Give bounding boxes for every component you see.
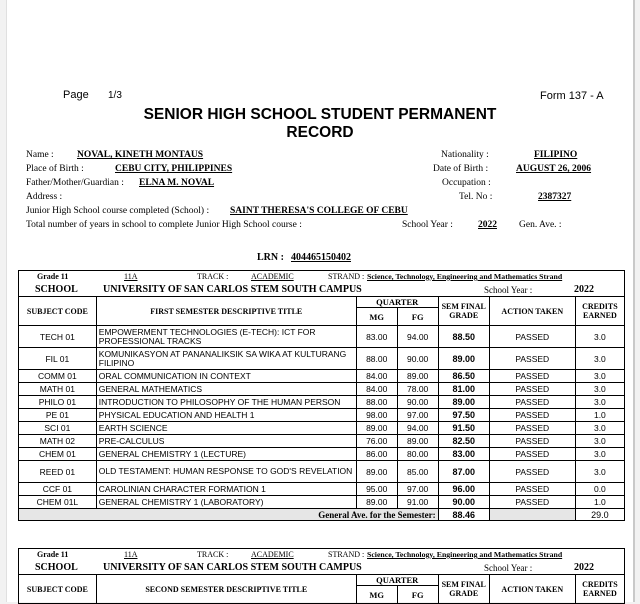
midterm-grade: 89.00: [356, 422, 397, 435]
subject-code: SCI 01: [19, 422, 97, 435]
grade-level: Grade 11: [37, 272, 69, 281]
subject-row: [19, 422, 625, 435]
track-value: ACADEMIC: [251, 272, 294, 281]
school-name: UNIVERSITY OF SAN CARLOS STEM SOUTH CAMPUS: [103, 284, 362, 295]
col-subject-code: SUBJECT CODE: [19, 297, 97, 326]
address-label: Address :: [26, 192, 63, 202]
sem-final-grade: 97.50: [438, 409, 489, 422]
subject-title: EMPOWERMENT TECHNOLOGIES (E-TECH): ICT FOR PROFESSIONAL TRACKS: [96, 326, 356, 348]
pob-value: CEBU CITY, PHILIPPINES: [115, 164, 233, 174]
subject-title: EARTH SCIENCE: [96, 422, 356, 435]
strand-label: STRAND :: [328, 550, 365, 559]
subject-row: [19, 461, 625, 483]
col-credits-earned: CREDITS EARNED: [575, 575, 624, 604]
credits-earned: 1.0: [575, 496, 624, 509]
midterm-grade: 76.00: [356, 435, 397, 448]
sem-final-grade: 81.00: [438, 383, 489, 396]
pob-label: Place of Birth :: [26, 164, 84, 174]
col-quarter: QUARTER: [356, 297, 438, 308]
years-label: Total number of years in school to complete Junior High School course :: [26, 220, 302, 230]
subject-title: GENERAL CHEMISTRY 1 (LECTURE): [96, 448, 356, 461]
track-label: TRACK :: [197, 272, 229, 281]
col-descriptive-title: SECOND SEMESTER DESCRIPTIVE TITLE: [96, 575, 356, 604]
strand-value: Science, Technology, Engineering and Mathematics Strand: [367, 272, 563, 281]
jhs-label: Junior High School course completed (School) :: [26, 206, 210, 216]
sem-final-grade: 89.00: [438, 348, 489, 370]
col-fg: FG: [397, 308, 438, 326]
school-year-value: 2022: [574, 284, 594, 295]
midterm-grade: 84.00: [356, 370, 397, 383]
col-credits-earned: CREDITS EARNED: [575, 297, 624, 326]
guardian-value: ELNA M. NOVAL: [139, 178, 215, 188]
subject-code: TECH 01: [19, 326, 97, 348]
semester-info-row: [19, 271, 625, 284]
final-quarter-grade: 85.00: [397, 461, 438, 483]
final-quarter-grade: 80.00: [397, 448, 438, 461]
name-label: Name :: [26, 150, 54, 160]
col-mg: MG: [356, 586, 397, 604]
second-semester-table: [18, 548, 625, 604]
credits-earned: 3.0: [575, 448, 624, 461]
general-average-row: [19, 509, 625, 521]
subject-row: [19, 326, 625, 348]
document-title-line1: SENIOR HIGH SCHOOL STUDENT PERMANENT: [143, 106, 497, 123]
subject-row: [19, 409, 625, 422]
midterm-grade: 98.00: [356, 409, 397, 422]
subject-code: COMM 01: [19, 370, 97, 383]
subject-row: [19, 483, 625, 496]
action-taken: PASSED: [489, 461, 575, 483]
section: 11A: [124, 550, 138, 559]
general-average-spacer: [489, 509, 575, 521]
grade-level: Grade 11: [37, 550, 69, 559]
school-year-value: 2022: [574, 562, 594, 573]
midterm-grade: 88.00: [356, 396, 397, 409]
semester-info-row: [19, 549, 625, 562]
credits-earned: 3.0: [575, 396, 624, 409]
credits-earned: 3.0: [575, 348, 624, 370]
midterm-grade: 84.00: [356, 383, 397, 396]
subject-code: PHILO 01: [19, 396, 97, 409]
header-row-1: [19, 297, 625, 308]
dob-value: AUGUST 26, 2006: [516, 164, 592, 174]
subject-row: [19, 448, 625, 461]
final-quarter-grade: 97.00: [397, 409, 438, 422]
school-year-label: School Year :: [484, 285, 533, 295]
action-taken: PASSED: [489, 435, 575, 448]
col-mg: MG: [356, 308, 397, 326]
tel-label: Tel. No :: [459, 192, 493, 202]
school-label: SCHOOL: [35, 284, 78, 295]
action-taken: PASSED: [489, 370, 575, 383]
subject-code: CHEM 01: [19, 448, 97, 461]
midterm-grade: 89.00: [356, 461, 397, 483]
subject-title: ORAL COMMUNICATION IN CONTEXT: [96, 370, 356, 383]
action-taken: PASSED: [489, 409, 575, 422]
header-row-1: [19, 575, 625, 586]
subject-code: FIL 01: [19, 348, 97, 370]
action-taken: PASSED: [489, 422, 575, 435]
strand-label: STRAND :: [328, 272, 365, 281]
subject-code: MATH 01: [19, 383, 97, 396]
action-taken: PASSED: [489, 483, 575, 496]
dob-label: Date of Birth :: [433, 164, 489, 174]
final-quarter-grade: 97.00: [397, 483, 438, 496]
action-taken: PASSED: [489, 448, 575, 461]
subject-code: REED 01: [19, 461, 97, 483]
subject-title: PRE-CALCULUS: [96, 435, 356, 448]
occupation-label: Occupation :: [442, 178, 491, 188]
subject-title: PHYSICAL EDUCATION AND HEALTH 1: [96, 409, 356, 422]
subject-title: KOMUNIKASYON AT PANANALIKSIK SA WIKA AT KULTURANG FILIPINO: [96, 348, 356, 370]
subject-code: MATH 02: [19, 435, 97, 448]
col-quarter: QUARTER: [356, 575, 438, 586]
general-average-value: 88.46: [438, 509, 489, 521]
col-sem-final-grade: SEM FINAL GRADE: [438, 297, 489, 326]
school-year-label: School Year :: [402, 220, 453, 230]
guardian-label: Father/Mother/Guardian :: [26, 178, 124, 188]
subject-code: CCF 01: [19, 483, 97, 496]
subject-row: [19, 383, 625, 396]
col-subject-code: SUBJECT CODE: [19, 575, 97, 604]
final-quarter-grade: 89.00: [397, 370, 438, 383]
page-number: 1/3: [108, 90, 122, 101]
midterm-grade: 86.00: [356, 448, 397, 461]
col-action-taken: ACTION TAKEN: [489, 575, 575, 604]
final-quarter-grade: 89.00: [397, 435, 438, 448]
form-number: Form 137 - A: [540, 90, 604, 102]
final-quarter-grade: 94.00: [397, 326, 438, 348]
school-row: [19, 283, 625, 297]
strand-value: Science, Technology, Engineering and Mathematics Strand: [367, 550, 563, 559]
page-label: Page: [63, 89, 89, 101]
sem-final-grade: 89.00: [438, 396, 489, 409]
subject-title: CAROLINIAN CHARACTER FORMATION 1: [96, 483, 356, 496]
final-quarter-grade: 90.00: [397, 396, 438, 409]
col-fg: FG: [397, 586, 438, 604]
school-year-label: School Year :: [484, 563, 533, 573]
subject-title: GENERAL CHEMISTRY 1 (LABORATORY): [96, 496, 356, 509]
subject-row: [19, 396, 625, 409]
section: 11A: [124, 272, 138, 281]
credits-earned: 0.0: [575, 483, 624, 496]
school-year-value: 2022: [478, 220, 497, 230]
subject-title: INTRODUCTION TO PHILOSOPHY OF THE HUMAN PERSON: [96, 396, 356, 409]
general-average-label: General Ave. for the Semester:: [19, 509, 439, 521]
final-quarter-grade: 78.00: [397, 383, 438, 396]
col-descriptive-title: FIRST SEMESTER DESCRIPTIVE TITLE: [96, 297, 356, 326]
action-taken: PASSED: [489, 326, 575, 348]
jhs-value: SAINT THERESA'S COLLEGE OF CEBU: [230, 206, 408, 216]
track-label: TRACK :: [197, 550, 229, 559]
midterm-grade: 83.00: [356, 326, 397, 348]
tel-value: 2387327: [538, 192, 572, 202]
final-quarter-grade: 90.00: [397, 348, 438, 370]
action-taken: PASSED: [489, 496, 575, 509]
subject-code: CHEM 01L: [19, 496, 97, 509]
student-name: NOVAL, KINETH MONTAUS: [77, 150, 204, 160]
credits-earned: 3.0: [575, 326, 624, 348]
action-taken: PASSED: [489, 383, 575, 396]
sem-final-grade: 82.50: [438, 435, 489, 448]
document-title-line2: RECORD: [286, 124, 354, 141]
subject-row: [19, 348, 625, 370]
subject-row: [19, 435, 625, 448]
first-semester-table: [18, 270, 625, 521]
col-action-taken: ACTION TAKEN: [489, 297, 575, 326]
midterm-grade: 88.00: [356, 348, 397, 370]
subject-row: [19, 496, 625, 509]
subject-code: PE 01: [19, 409, 97, 422]
sem-final-grade: 90.00: [438, 496, 489, 509]
school-name: UNIVERSITY OF SAN CARLOS STEM SOUTH CAMPUS: [103, 562, 362, 573]
final-quarter-grade: 91.00: [397, 496, 438, 509]
credits-earned: 3.0: [575, 370, 624, 383]
subject-title: GENERAL MATHEMATICS: [96, 383, 356, 396]
track-value: ACADEMIC: [251, 550, 294, 559]
credits-earned: 3.0: [575, 461, 624, 483]
credits-earned: 3.0: [575, 383, 624, 396]
action-taken: PASSED: [489, 396, 575, 409]
credits-earned: 1.0: [575, 409, 624, 422]
col-sem-final-grade: SEM FINAL GRADE: [438, 575, 489, 604]
sem-final-grade: 91.50: [438, 422, 489, 435]
nationality-label: Nationality :: [441, 150, 489, 160]
midterm-grade: 89.00: [356, 496, 397, 509]
total-credits: 29.0: [575, 509, 624, 521]
lrn-value: 404465150402: [291, 252, 351, 263]
credits-earned: 3.0: [575, 435, 624, 448]
sem-final-grade: 96.00: [438, 483, 489, 496]
sem-final-grade: 86.50: [438, 370, 489, 383]
school-label: SCHOOL: [35, 562, 78, 573]
document-page: [6, 0, 635, 602]
school-row: [19, 561, 625, 575]
subject-row: [19, 370, 625, 383]
gen-ave-label: Gen. Ave. :: [519, 220, 562, 230]
midterm-grade: 95.00: [356, 483, 397, 496]
sem-final-grade: 87.00: [438, 461, 489, 483]
credits-earned: 3.0: [575, 422, 624, 435]
sem-final-grade: 83.00: [438, 448, 489, 461]
final-quarter-grade: 94.00: [397, 422, 438, 435]
lrn-label: LRN :: [257, 252, 284, 263]
subject-title: OLD TESTAMENT: HUMAN RESPONSE TO GOD'S REVELATION: [96, 461, 356, 483]
action-taken: PASSED: [489, 348, 575, 370]
nationality-value: FILIPINO: [534, 150, 578, 160]
sem-final-grade: 88.50: [438, 326, 489, 348]
